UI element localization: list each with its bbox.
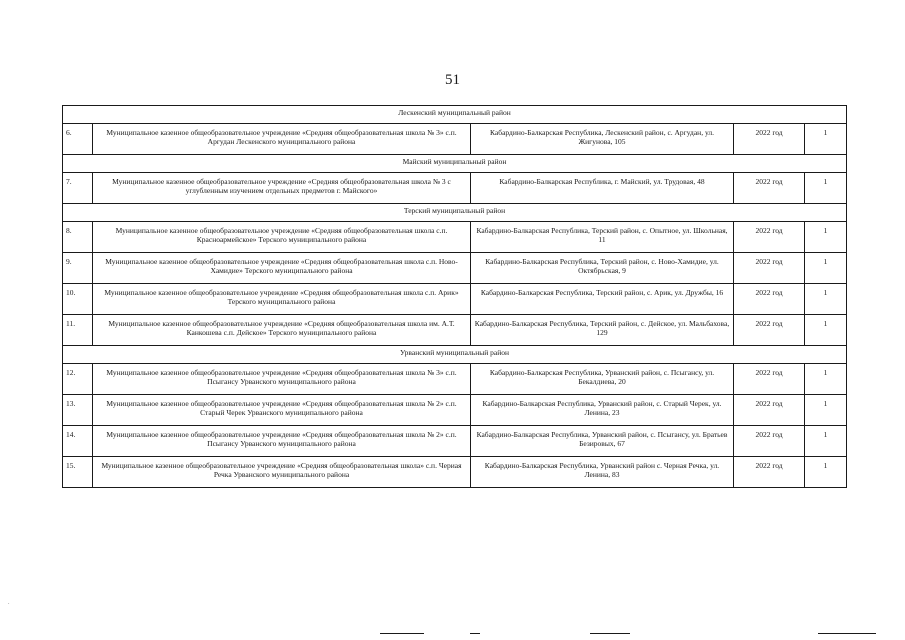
year-cell: 2022 год — [734, 222, 805, 253]
year-cell: 2022 год — [734, 253, 805, 284]
institution-address: Кабардино-Балкарская Республика, г. Майский, ул. Трудовая, 48 — [471, 173, 734, 204]
scan-margin-mark: . — [8, 600, 10, 606]
row-number: 8. — [63, 222, 93, 253]
quantity-cell: 1 — [805, 173, 847, 204]
institution-address: Кабардино-Балкарская Республика, Терский район, с. Ново-Хамидие, ул. Октябрьская, 9 — [471, 253, 734, 284]
year-cell: 2022 год — [734, 315, 805, 346]
quantity-cell: 1 — [805, 284, 847, 315]
table-row — [63, 124, 847, 155]
quantity-cell: 1 — [805, 315, 847, 346]
district-section-row — [63, 346, 847, 364]
page-number: 51 — [445, 72, 460, 88]
institution-address: Кабардино-Балкарская Республика, Терский район, с. Опытное, ул. Школьная, 11 — [471, 222, 734, 253]
institutions-table — [62, 105, 847, 488]
institution-address: Кабардино-Балкарская Республика, Терский район, с. Арик, ул. Дружбы, 16 — [471, 284, 734, 315]
table-body — [63, 106, 847, 488]
district-section-title: Терский муниципальный район — [63, 204, 847, 222]
year-cell: 2022 год — [734, 395, 805, 426]
bottom-rule — [470, 633, 480, 634]
row-number: 15. — [63, 457, 93, 488]
row-number: 10. — [63, 284, 93, 315]
table-row — [63, 364, 847, 395]
institution-address: Кабардино-Балкарская Республика, Терский район, с. Дейское, ул. Мальбахова, 129 — [471, 315, 734, 346]
year-cell: 2022 год — [734, 173, 805, 204]
row-number: 13. — [63, 395, 93, 426]
institution-address: Кабардино-Балкарская Республика, Урванский район, с. Псыгансу, ул. Братьев Безировых, 67 — [471, 426, 734, 457]
year-cell: 2022 год — [734, 124, 805, 155]
bottom-rule — [380, 633, 424, 634]
district-section-row — [63, 155, 847, 173]
district-section-row — [63, 204, 847, 222]
year-cell: 2022 год — [734, 457, 805, 488]
institution-name: Муниципальное казенное общеобразовательное учреждение «Средняя общеобразовательная школа № 3» с.п. Псыгансу Урванского муниципального района — [93, 364, 471, 395]
institution-address: Кабардино-Балкарская Республика, Лескенский район, с. Аргудан, ул. Жигунова, 105 — [471, 124, 734, 155]
institution-name: Муниципальное казенное общеобразовательное учреждение «Средняя общеобразовательная школа № 2» с.п. Псыгансу Урванского муниципального района — [93, 426, 471, 457]
row-number: 11. — [63, 315, 93, 346]
quantity-cell: 1 — [805, 457, 847, 488]
district-section-title: Урванский муниципальный район — [63, 346, 847, 364]
year-cell: 2022 год — [734, 284, 805, 315]
quantity-cell: 1 — [805, 395, 847, 426]
year-cell: 2022 год — [734, 364, 805, 395]
institution-name: Муниципальное казенное общеобразовательное учреждение «Средняя общеобразовательная школа № 2» с.п. Старый Черек Урванского муниципального района — [93, 395, 471, 426]
bottom-rule — [818, 633, 876, 634]
row-number: 6. — [63, 124, 93, 155]
institution-name: Муниципальное казенное общеобразовательное учреждение «Средняя общеобразовательная школа с.п. Арик» Терского муниципального района — [93, 284, 471, 315]
institution-address: Кабардино-Балкарская Республика, Урванский район, с. Псыгансу, ул. Бекалдиева, 20 — [471, 364, 734, 395]
table-row — [63, 253, 847, 284]
quantity-cell: 1 — [805, 364, 847, 395]
district-section-title: Майский муниципальный район — [63, 155, 847, 173]
row-number: 14. — [63, 426, 93, 457]
district-section-row — [63, 106, 847, 124]
quantity-cell: 1 — [805, 253, 847, 284]
table-row — [63, 457, 847, 488]
quantity-cell: 1 — [805, 222, 847, 253]
institution-name: Муниципальное казенное общеобразовательное учреждение «Средняя общеобразовательная школа им. А.Т. Канкошева с.п. Дейское» Терского муниципального района — [93, 315, 471, 346]
table-row — [63, 315, 847, 346]
institution-name: Муниципальное казенное общеобразовательное учреждение «Средняя общеобразовательная школа с.п. Красноармейское» Терского муниципального района — [93, 222, 471, 253]
table-row — [63, 426, 847, 457]
row-number: 7. — [63, 173, 93, 204]
bottom-rule — [590, 633, 630, 634]
row-number: 9. — [63, 253, 93, 284]
institution-name: Муниципальное казенное общеобразовательное учреждение «Средняя общеобразовательная школа с.п. Ново-Хамидие» Терского муниципального района — [93, 253, 471, 284]
institution-address: Кабардино-Балкарская Республика, Урванский район, с. Старый Черек, ул. Ленина, 23 — [471, 395, 734, 426]
institution-address: Кабардино-Балкарская Республика, Урванский район с. Черная Речка, ул. Ленина, 83 — [471, 457, 734, 488]
table-row — [63, 173, 847, 204]
quantity-cell: 1 — [805, 426, 847, 457]
table-row — [63, 395, 847, 426]
institution-name: Муниципальное казенное общеобразовательное учреждение «Средняя общеобразовательная школа» с.п. Чериая Речка Урванского муниципального района — [93, 457, 471, 488]
district-section-title: Лескенский муниципальный район — [63, 106, 847, 124]
institution-name: Муниципальное казенное общеобразовательное учреждение «Средняя общеобразовательная школа № 3 с углубленным изучением отдельных предметов г. Майского» — [93, 173, 471, 204]
year-cell: 2022 год — [734, 426, 805, 457]
row-number: 12. — [63, 364, 93, 395]
quantity-cell: 1 — [805, 124, 847, 155]
table-row — [63, 284, 847, 315]
institution-name: Муниципальное казенное общеобразовательное учреждение «Средняя общеобразовательная школа № 3» с.п. Аргудан Лескенского муниципального района — [93, 124, 471, 155]
table-row — [63, 222, 847, 253]
